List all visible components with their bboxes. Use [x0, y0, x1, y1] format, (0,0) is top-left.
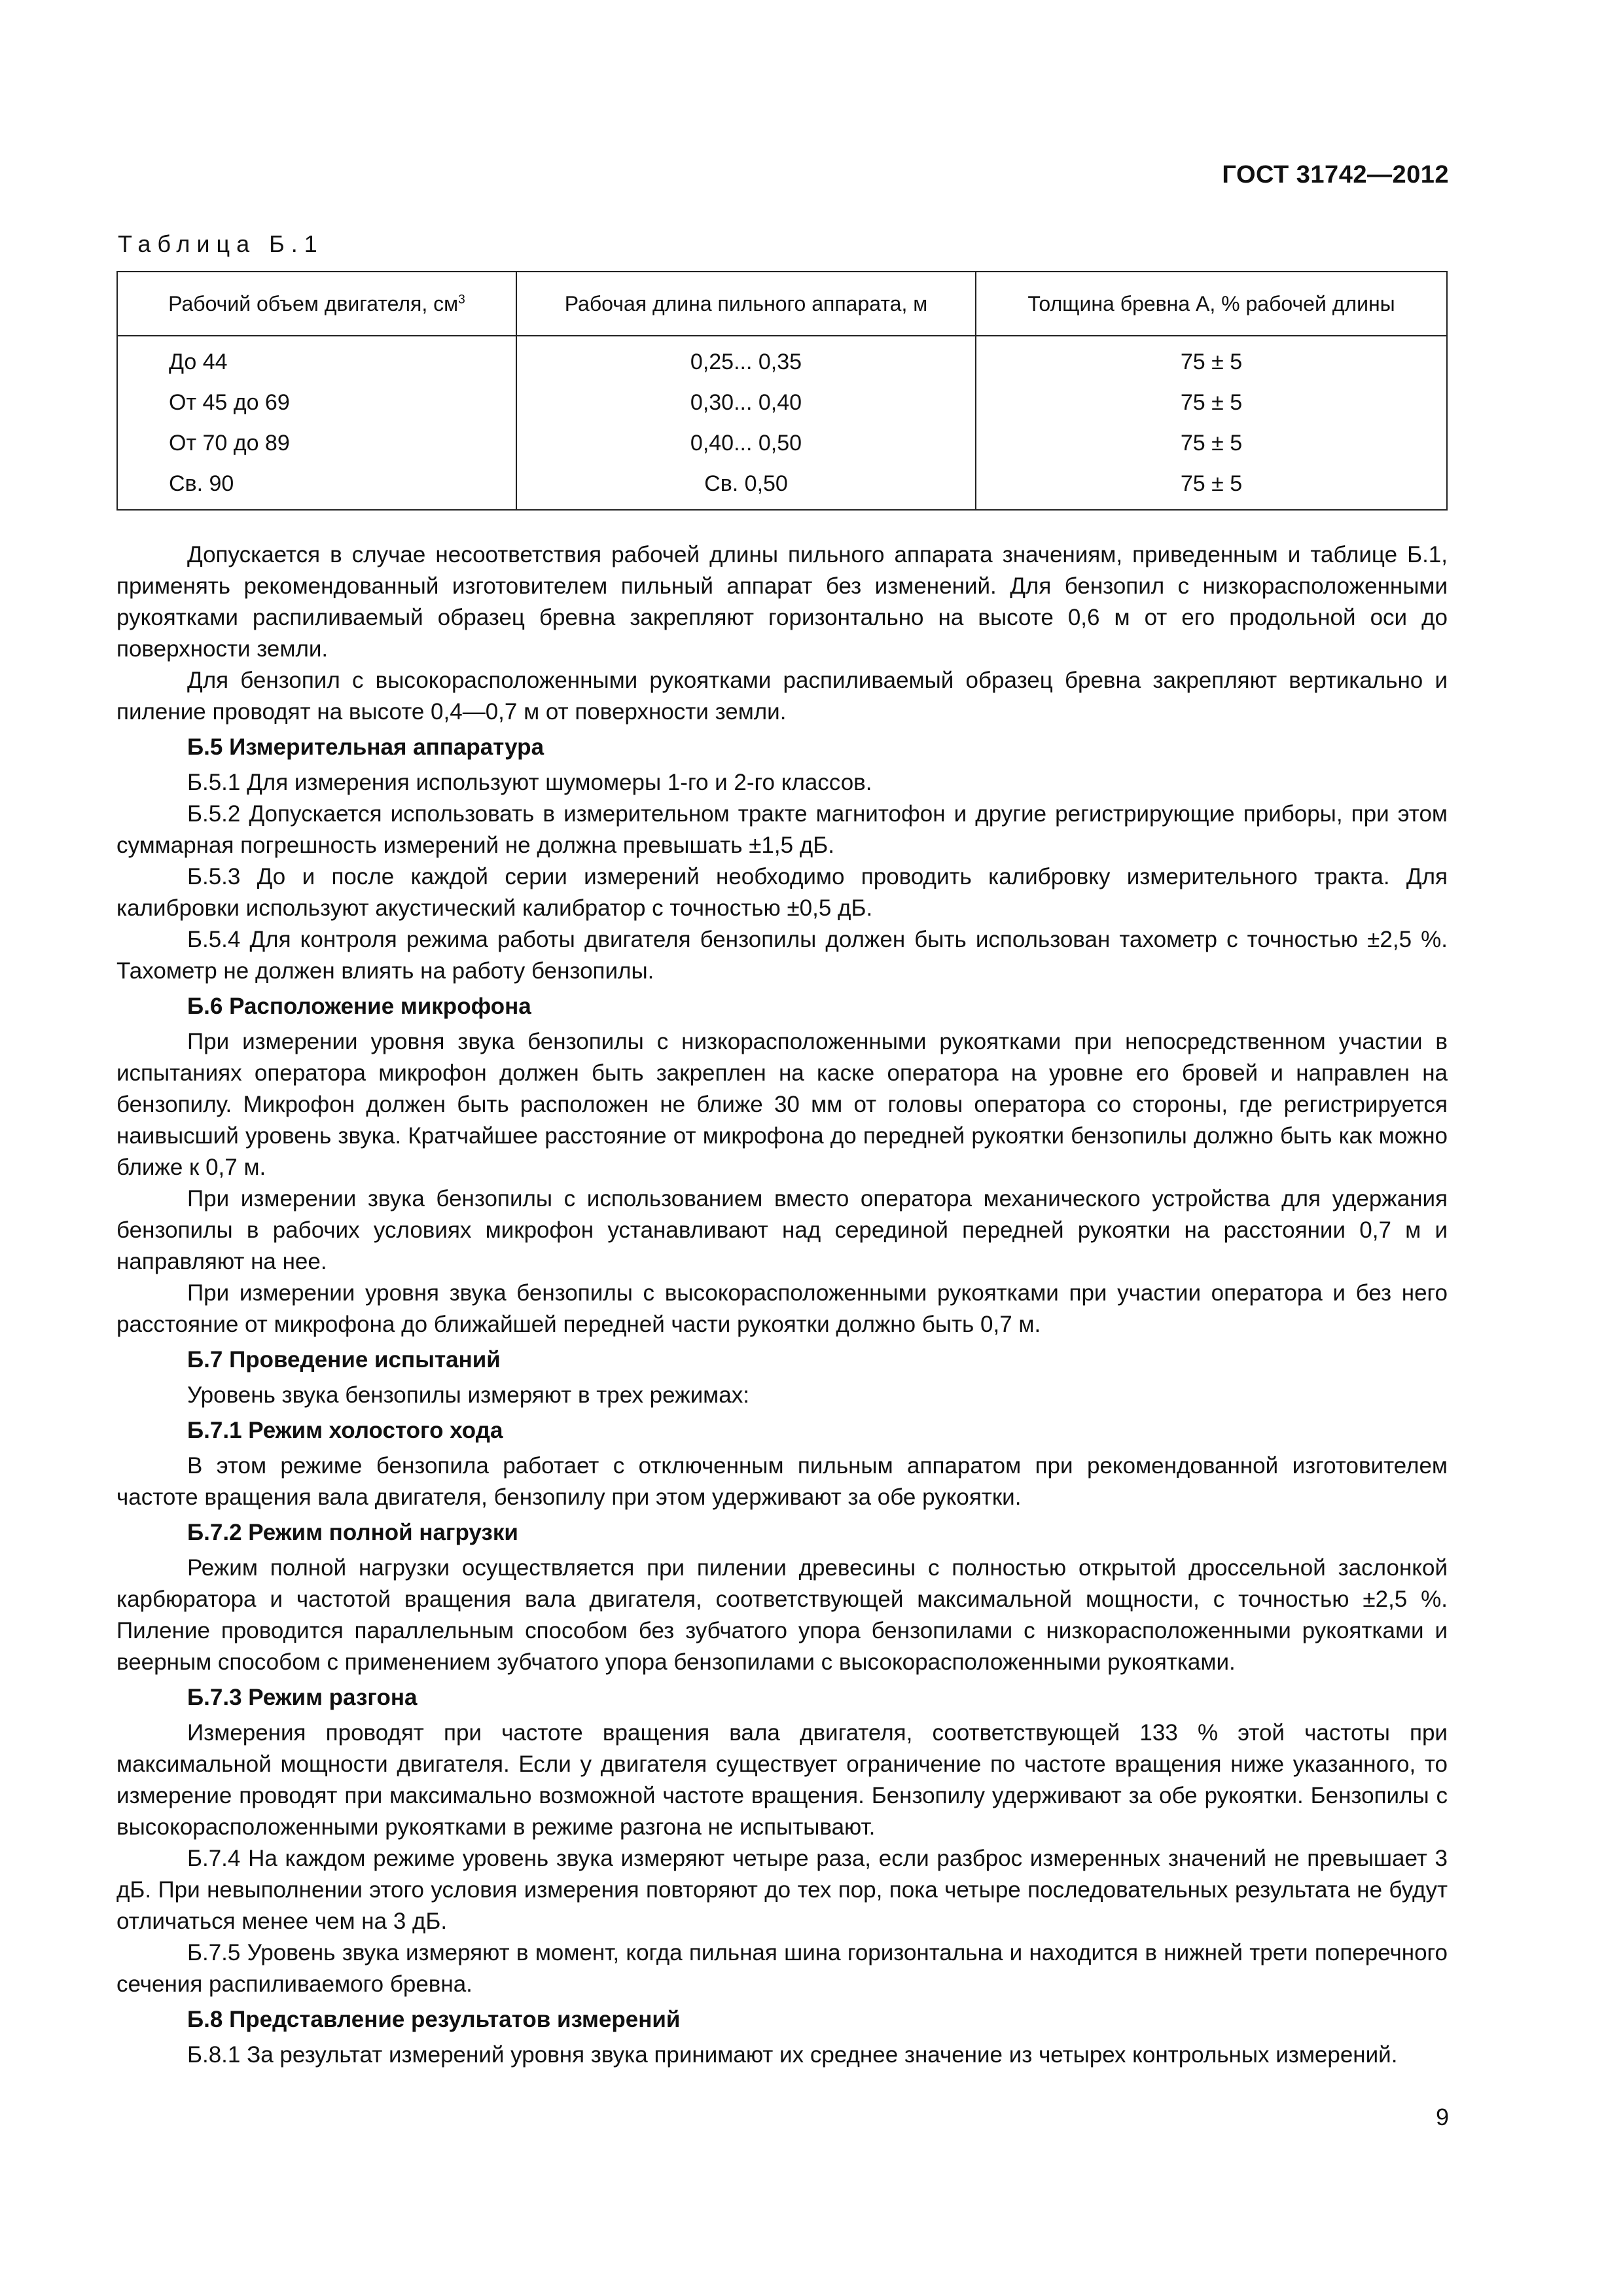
cell-log-thickness: 75 ± 5	[976, 423, 1447, 463]
paragraph-b7-2: Режим полной нагрузки осуществляется при пилении древесины с полностью открытой дроссельной заслонкой карбюратора и частотой вращения вала двигателя, соответствующей максимальной мощности, с точностью ±2,5 %. Пиление проводится параллельным способом без зубчатого упора бензопилами с низкорасположенными рукоятками и веерным способом с применением зубчатого упора бензопилами с высокорасположенными рукоятками.	[116, 1555, 1448, 1675]
cell-log-thickness: 75 ± 5	[976, 336, 1447, 382]
cell-working-length: Св. 0,50	[516, 463, 976, 510]
header-engine-volume	[117, 272, 516, 336]
paragraph-b5-4: Б.5.4 Для контроля режима работы двигателя бензопилы должен быть использован тахометр с точностью ±2,5 %. Тахометр не должен влиять на работу бензопилы.	[116, 927, 1448, 984]
cell-working-length: 0,30... 0,40	[516, 382, 976, 423]
cell-engine-volume: От 45 до 69	[117, 382, 516, 423]
table-body	[117, 336, 1447, 510]
table-header-row	[117, 272, 1447, 336]
header-log-thickness: Толщина бревна А, % рабочей длины	[976, 272, 1447, 336]
paragraph-b8-1: Б.8.1 За результат измерений уровня звука принимают их среднее значение из четырех контрольных измерений.	[187, 2042, 1398, 2068]
paragraph-b6-2: При измерении звука бензопилы с использованием вместо оператора механического устройства для удержания бензопилы в рабочих условиях микрофон устанавливают над серединой передней рукоятки на расстоянии 0,7 м и направляют на нее.	[116, 1186, 1448, 1274]
header-engine-volume-sup: 3	[458, 292, 465, 306]
cell-working-length: 0,40... 0,50	[516, 423, 976, 463]
table-row	[117, 336, 1447, 382]
paragraph-b7-4: Б.7.4 На каждом режиме уровень звука измеряют четыре раза, если разброс измеренных значений не превышает 3 дБ. При невыполнении этого условия измерения повторяют до тех пор, пока четыре последовательных результата не будут отличаться менее чем на 3 дБ.	[116, 1846, 1448, 1934]
paragraph-b7-1: В этом режиме бензопила работает с отключенным пильным аппаратом при рекомендованной изготовителем частоте вращения вала двигателя, бензопилу при этом удерживают за обе рукоятки.	[116, 1453, 1448, 1510]
spec-table	[116, 271, 1448, 511]
document-code: ГОСТ 31742—2012	[1222, 161, 1449, 188]
section-heading-b5: Б.5 Измерительная аппаратура	[187, 734, 544, 760]
header-working-length: Рабочая длина пильного аппарата, м	[516, 272, 976, 336]
paragraph-b6-3: При измерении уровня звука бензопилы с высокорасположенными рукоятками при участии оператора и без него расстояние от микрофона до ближайшей передней части рукоятки должно быть 0,7 м.	[116, 1280, 1448, 1337]
cell-engine-volume: До 44	[117, 336, 516, 382]
paragraph-vertical-mount: Для бензопил с высокорасположенными рукоятками распиливаемый образец бревна закрепляют вертикально и пиление проводят на высоте 0,4—0,7 м от поверхности земли.	[116, 668, 1448, 725]
paragraph-b7-5: Б.7.5 Уровень звука измеряют в момент, когда пильная шина горизонтальна и находится в нижней трети поперечного сечения распиливаемого бревна.	[116, 1940, 1448, 1997]
cell-engine-volume: Св. 90	[117, 463, 516, 510]
paragraph-b7-3: Измерения проводят при частоте вращения вала двигателя, соответствующей 133 % этой частоты при максимальной мощности двигателя. Если у двигателя существует ограничение по частоте вращения ниже указанного, то измерение проводят при максимально возможной частоте вращения. Бензопилу удерживают за обе рукоятки. Бензопилы с высокорасположенными рукоятками в режиме разгона не испытывают.	[116, 1720, 1448, 1840]
cell-engine-volume: От 70 до 89	[117, 423, 516, 463]
table-caption: Таблица Б.1	[118, 230, 324, 257]
paragraph-b5-1: Б.5.1 Для измерения используют шумомеры 1-го и 2-го классов.	[187, 770, 872, 795]
paragraph-b5-3: Б.5.3 До и после каждой серии измерений необходимо проводить калибровку измерительного тракта. Для калибровки используют акустический калибратор с точностью ±0,5 дБ.	[116, 864, 1448, 921]
section-heading-b7-3: Б.7.3 Режим разгона	[187, 1685, 418, 1710]
paragraph-b5-2: Б.5.2 Допускается использовать в измерительном тракте магнитофон и другие регистрирующие приборы, при этом суммарная погрешность измерений не должна превышать ±1,5 дБ.	[116, 801, 1448, 858]
paragraph-b6-1: При измерении уровня звука бензопилы с низкорасположенными рукоятками при непосредственном участии в испытаниях оператора микрофон должен быть закреплен на каске оператора на уровне его бровей и направлен на бензопилу. Микрофон должен быть расположен не ближе 30 мм от головы оператора со стороны, где регистрируется наивысший уровень звука. Кратчайшее расстояние от микрофона до передней рукоятки бензопилы должно быть как можно ближе к 0,7 м.	[116, 1029, 1448, 1180]
section-heading-b6: Б.6 Расположение микрофона	[187, 994, 531, 1019]
cell-log-thickness: 75 ± 5	[976, 382, 1447, 423]
section-heading-b7-2: Б.7.2 Режим полной нагрузки	[187, 1520, 518, 1545]
cell-working-length: 0,25... 0,35	[516, 336, 976, 382]
header-engine-volume-text: Рабочий объем двигателя, см	[168, 291, 459, 315]
table-header	[117, 272, 1447, 336]
page-content	[116, 230, 1448, 2071]
table-row	[117, 382, 1447, 423]
body-text	[116, 539, 1448, 2071]
cell-log-thickness: 75 ± 5	[976, 463, 1447, 510]
section-heading-b7-1: Б.7.1 Режим холостого хода	[187, 1418, 503, 1443]
table-row	[117, 463, 1447, 510]
table-row	[117, 423, 1447, 463]
page-number: 9	[1435, 2104, 1449, 2130]
section-heading-b7: Б.7 Проведение испытаний	[187, 1347, 501, 1372]
paragraph-table-note: Допускается в случае несоответствия рабочей длины пильного аппарата значениям, приведенным и таблице Б.1, применять рекомендованный изготовителем пильный аппарат без изменений. Для бензопил с низкорасположенными рукоятками распиливаемый образец бревна закрепляют горизонтально на высоте 0,6 м от его продольной оси до поверхности земли.	[116, 542, 1448, 662]
section-heading-b8: Б.8 Представление результатов измерений	[187, 2007, 681, 2032]
paragraph-b7: Уровень звука бензопилы измеряют в трех режимах:	[187, 1382, 749, 1408]
